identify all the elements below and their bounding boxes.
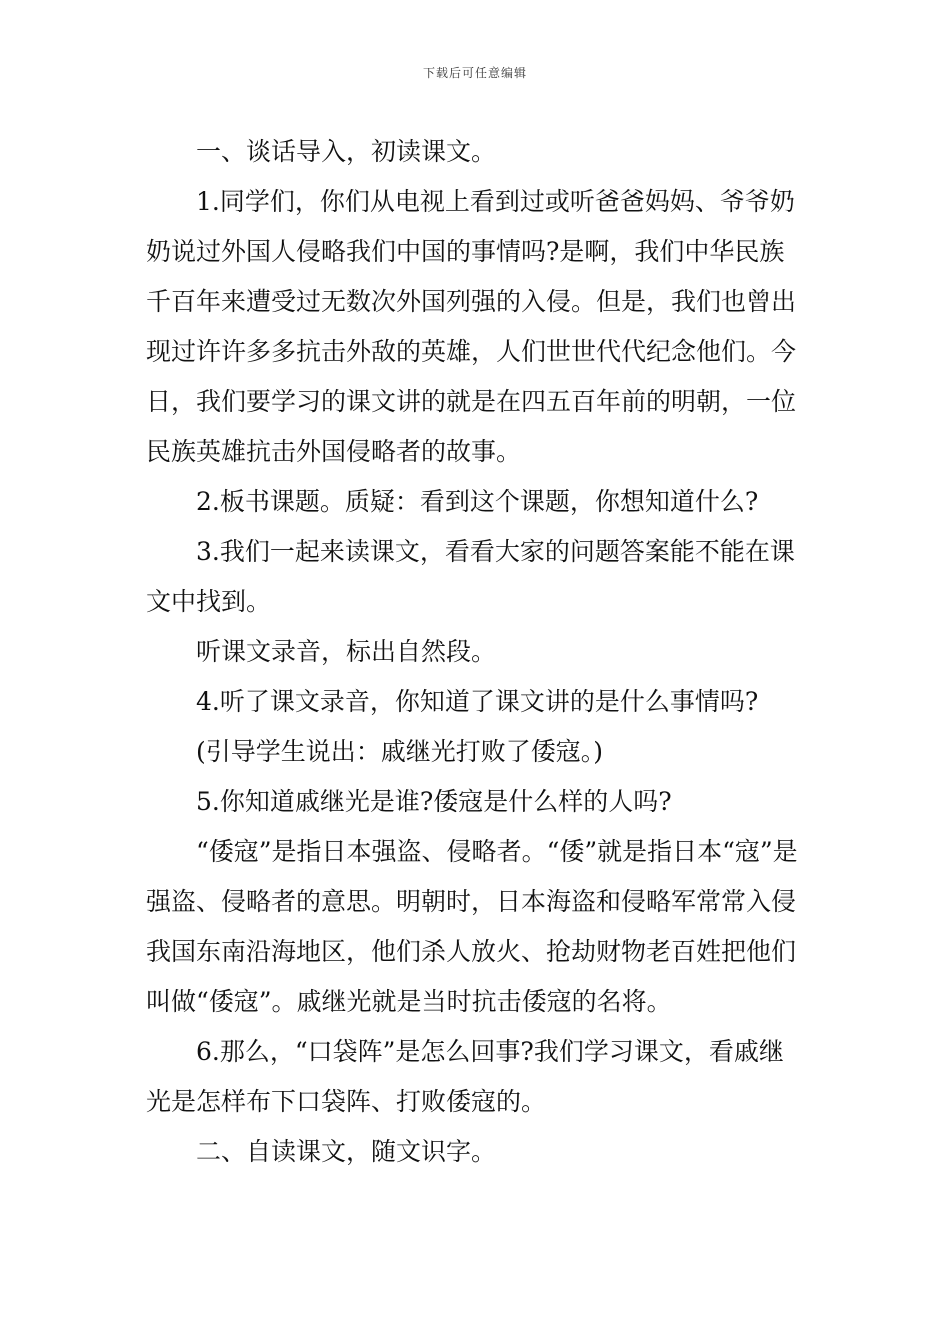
paragraph-5: 5.你知道戚继光是谁?倭寇是什么样的人吗? xyxy=(196,787,672,816)
page-header-watermark: 下载后可任意编辑 xyxy=(422,66,527,80)
paragraph-wokou: “倭寇”是指日本强盗、侵略者。“倭”就是指日本“寇”是强盗、侵略者的意思。明朝时，日本海盗和侵略军常常入侵我国东南沿海地区，他们杀人放火、抢劫财物老百姓把他们叫做“倭寇”。戚继光就是当时抗击倭寇的名将。 xyxy=(146,837,798,1016)
document-body xyxy=(146,127,806,1177)
paragraph-1: 1.同学们，你们从电视上看到过或听爸爸妈妈、爷爷奶奶说过外国人侵略我们中国的事情吗?是啊，我们中华民族千百年来遭受过无数次外国列强的入侵。但是，我们也曾出现过许许多多抗击外敌的英雄，人们世世代代纪念他们。今日，我们要学习的课文讲的就是在四五百年前的明朝，一位民族英雄抗击外国侵略者的故事。 xyxy=(146,187,797,466)
paragraph-4: 4.听了课文录音，你知道了课文讲的是什么事情吗? xyxy=(196,687,759,716)
section-heading-2: 二、自读课文，随文识字。 xyxy=(196,1137,497,1166)
paragraph-6: 6.那么，“口袋阵”是怎么回事?我们学习课文，看戚继光是怎样布下口袋阵、打败倭寇的。 xyxy=(146,1037,784,1116)
section-heading-1: 一、谈话导入，初读课文。 xyxy=(196,137,497,166)
paragraph-listen: 听课文录音，标出自然段。 xyxy=(196,637,497,666)
paragraph-2: 2.板书课题。质疑：看到这个课题，你想知道什么? xyxy=(196,487,759,516)
paragraph-3: 3.我们一起来读课文，看看大家的问题答案能不能在课文中找到。 xyxy=(146,537,795,616)
paragraph-guide: (引导学生说出：戚继光打败了倭寇。) xyxy=(196,737,604,766)
